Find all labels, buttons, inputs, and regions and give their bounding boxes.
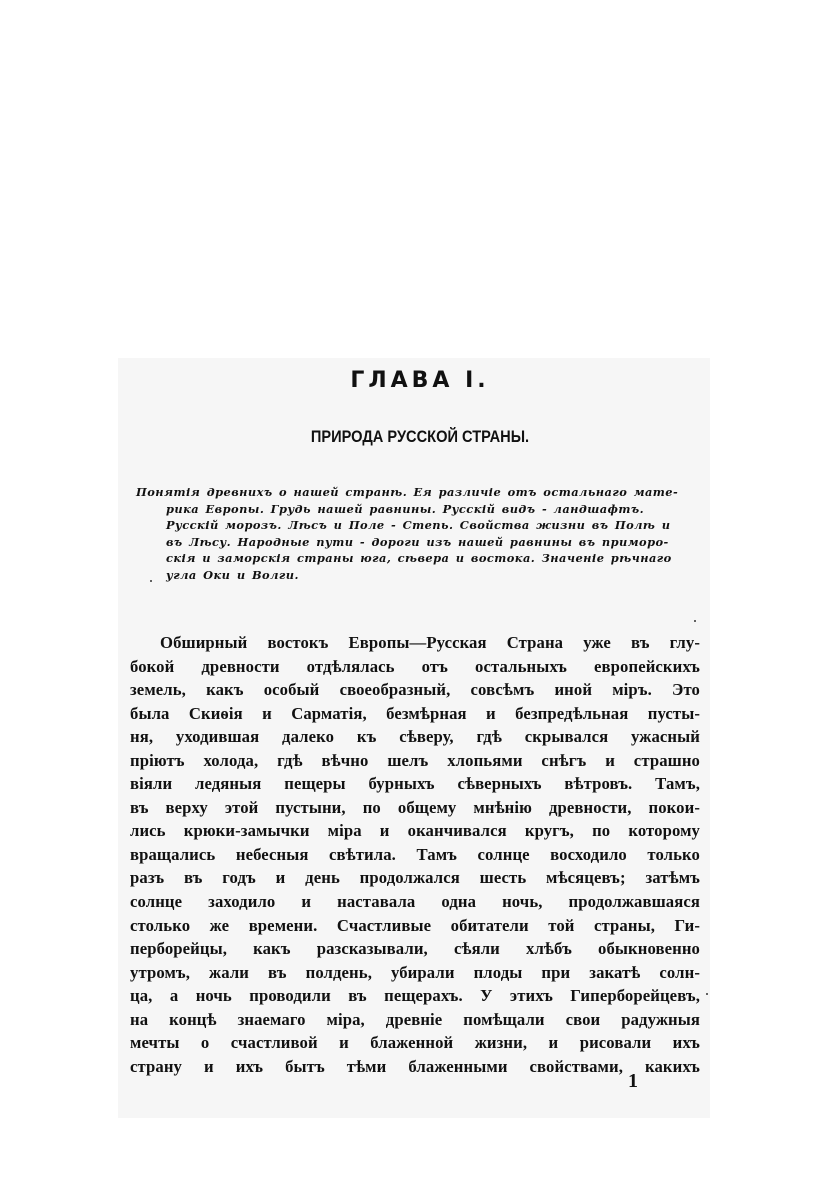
body-line: перборейцы, какъ разсказывали, сѣяли хлѣбъ обыкновенно — [130, 939, 700, 959]
body-line: въ верху этой пустыни, по общему мнѣнію древности, покои- — [130, 797, 700, 817]
body-line: віяли ледяныя пещеры бурныхъ сѣверныхъ вѣтровъ. Тамъ, — [130, 774, 700, 794]
body-line: мечты о счастливой и блаженной жизни, и рисовали ихъ — [130, 1033, 700, 1053]
body-paragraph — [130, 631, 700, 1078]
body-line: разъ въ годъ и день продолжался шесть мѣсяцевъ; затѣмъ — [130, 868, 700, 888]
body-line: бокой древности отдѣлялась отъ остальныхъ европейскихъ — [130, 656, 700, 676]
body-line: страну и ихъ бытъ тѣми блаженными свойствами, какихъ — [130, 1056, 700, 1076]
summary-line: въ Лѣсу. Народные пути - дороги изъ нашей равнины въ приморо- — [166, 534, 669, 549]
body-line: солнце заходило и наставала одна ночь, продолжавшаяся — [130, 892, 700, 912]
body-line: ца, а ночь проводили въ пещерахъ. У этихъ Гиперборейцевъ, — [130, 986, 700, 1006]
body-line: утромъ, жали въ полдень, убирали плоды при закатѣ солн- — [130, 962, 700, 982]
summary-line: Русскій морозъ. Лѣсъ и Поле - Степь. Свойства жизни въ Полѣ и — [166, 518, 671, 533]
summary-line: угла Оки и Волги. — [166, 567, 299, 582]
summary-line: Понятія древнихъ о нашей странѣ. Ея различіе отъ остальнаго мате- — [136, 485, 679, 499]
body-line: Обширный востокъ Европы—Русская Страна уже въ глу- — [160, 633, 700, 652]
body-line: на концѣ знаемаго міра, древніе помѣщали свои радужныя — [130, 1009, 700, 1029]
body-line: лись крюки-замычки міра и оканчивался кругъ, по которому — [130, 821, 700, 841]
scan-speck — [150, 580, 152, 582]
summary-line: рика Европы. Грудь нашей равнины. Русскій видъ - ландшафтъ. — [166, 501, 644, 516]
body-line: ня, уходившая далеко къ сѣверу, гдѣ скрывался ужасный — [130, 727, 700, 747]
chapter-summary — [136, 484, 696, 584]
summary-line: скія и заморскія страны юга, сѣвера и востока. Значеніе рѣчнаго — [166, 551, 672, 566]
body-line: столько же времени. Счастливые обитатели той страны, Ги- — [130, 915, 700, 935]
scan-speck — [706, 993, 708, 995]
page-number: 1 — [628, 1070, 638, 1092]
body-line: пріютъ холода, гдѣ вѣчно шелъ хлопьями снѣгъ и страшно — [130, 750, 700, 770]
body-line: вращались небесныя свѣтила. Тамъ солнце восходило только — [130, 844, 700, 864]
chapter-heading: ГЛАВА I. — [350, 368, 490, 393]
chapter-title: ПРИРОДА РУССКОЙ СТРАНЫ. — [310, 427, 530, 446]
scan-speck — [694, 620, 696, 622]
body-line: земель, какъ особый своеобразный, совсѣмъ иной міръ. Это — [130, 680, 700, 700]
body-line: была Скиѳія и Сарматія, безмѣрная и безпредѣльная пусты- — [130, 703, 700, 723]
